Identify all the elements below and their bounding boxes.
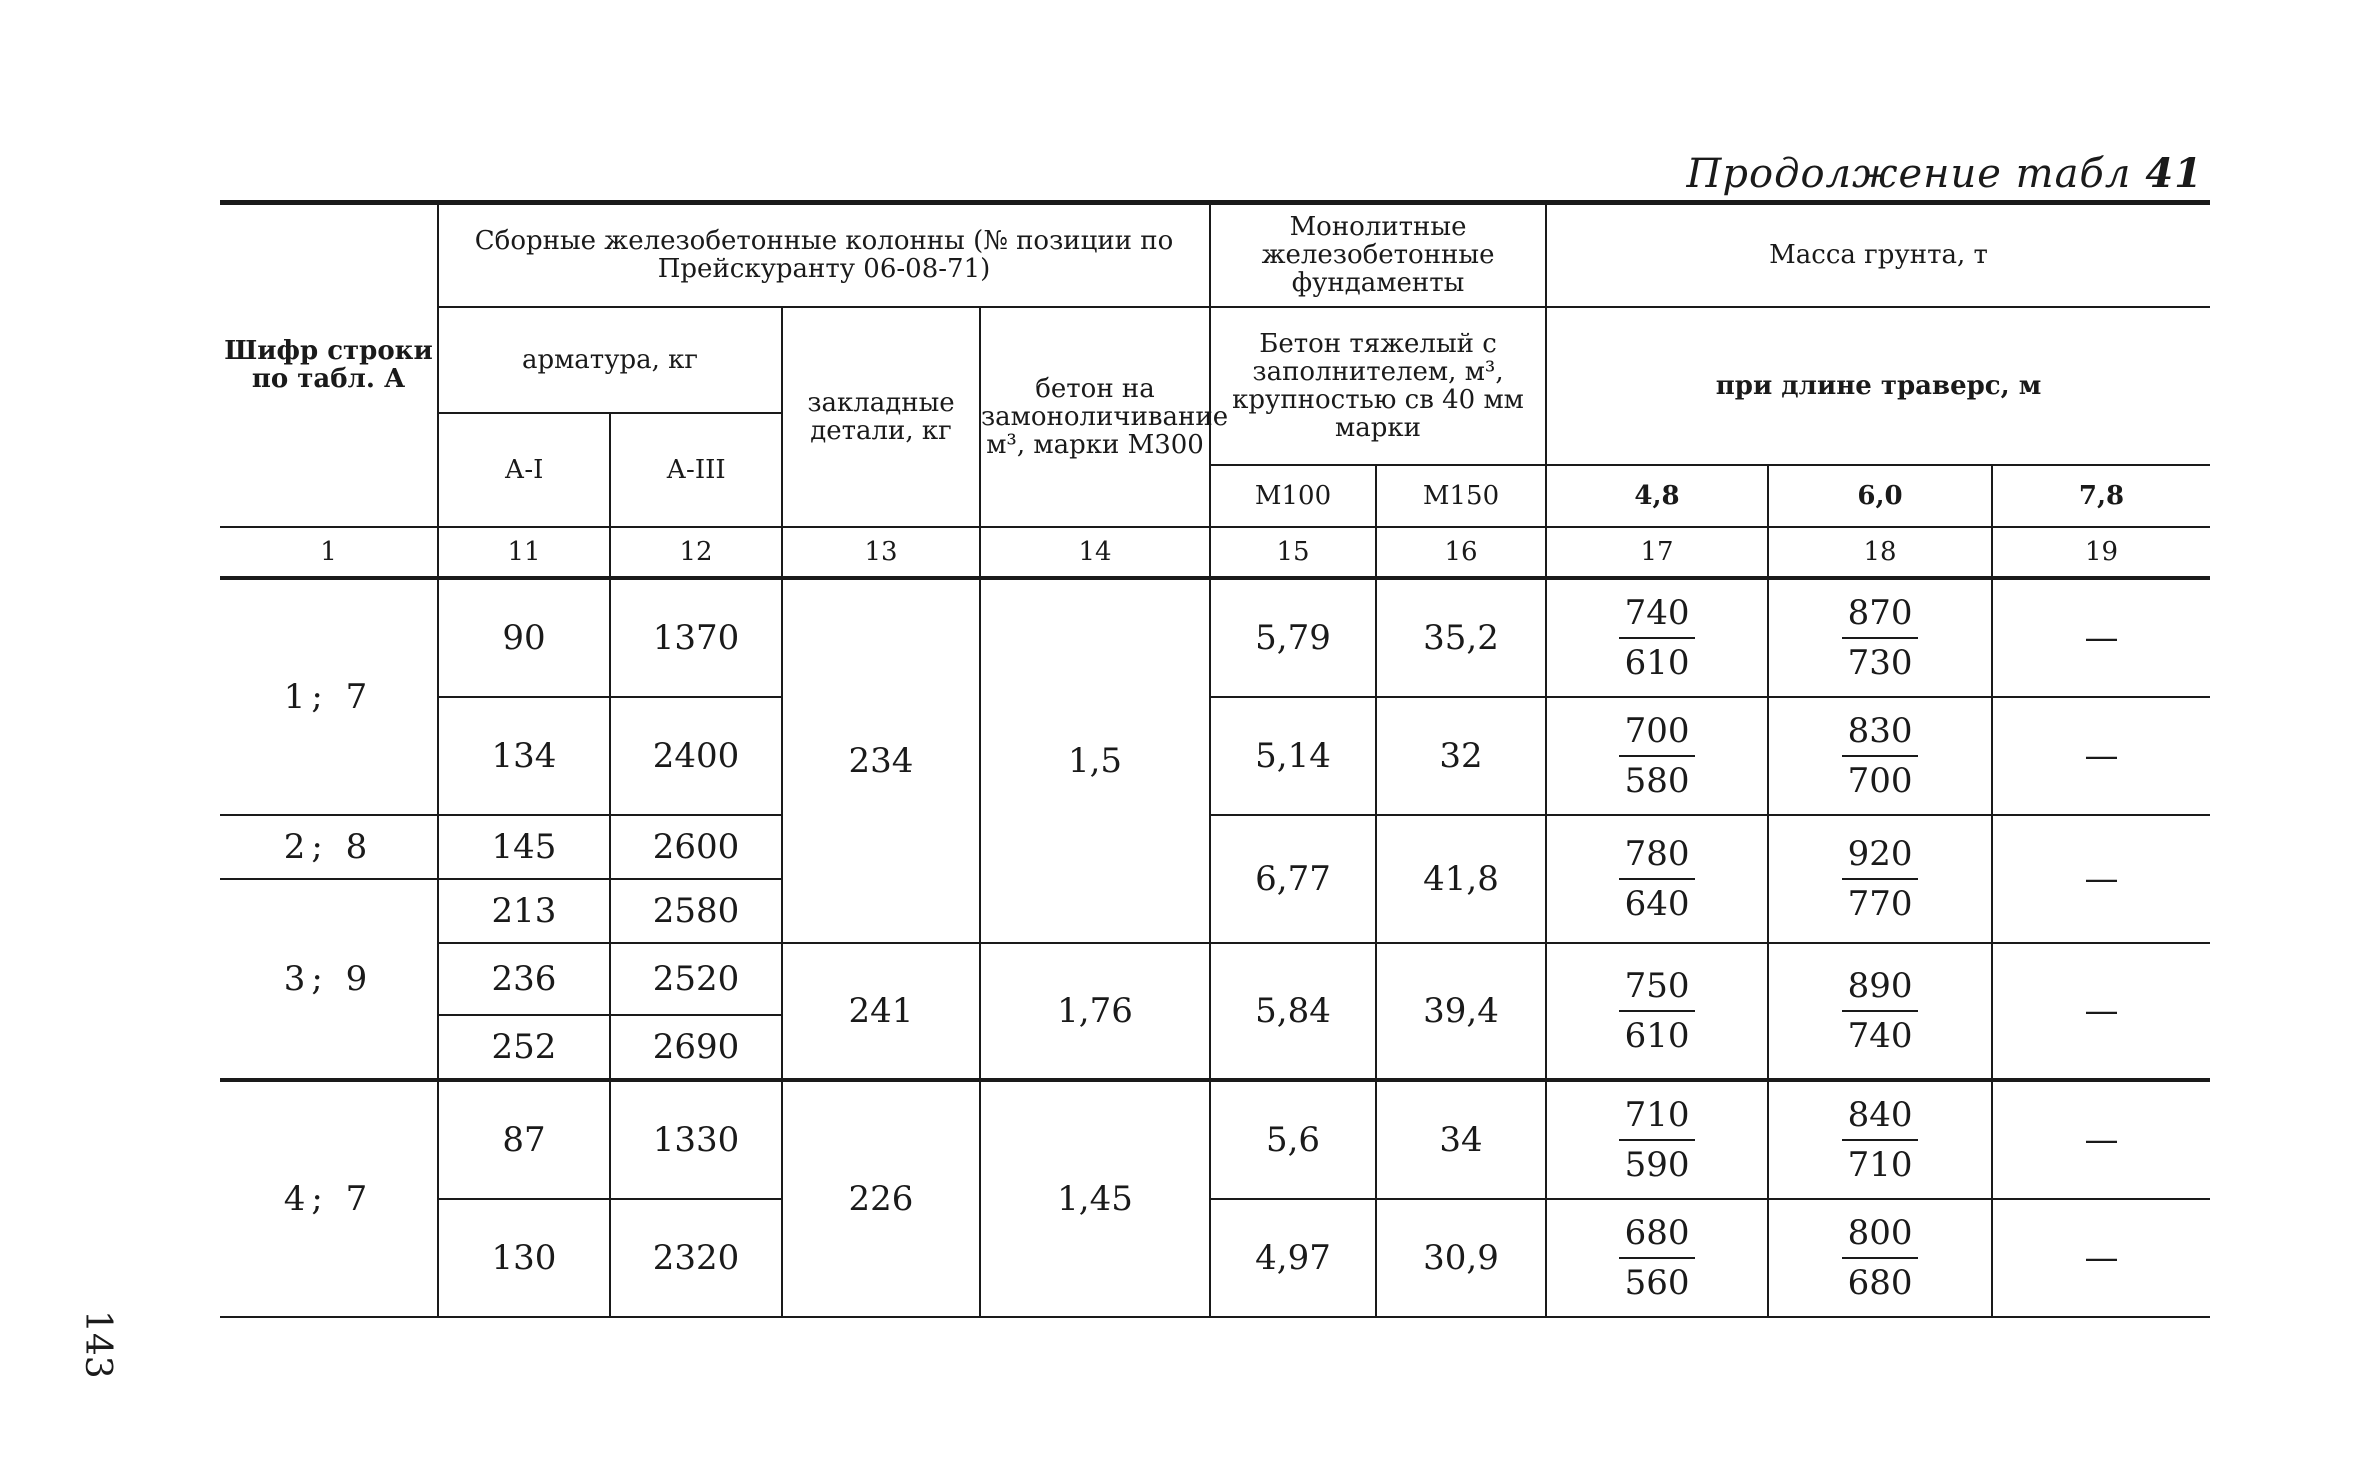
header-concrete-mono: бетон на замоноличивание м³, марки М300: [980, 307, 1210, 527]
fraction-denominator: 730: [1847, 642, 1913, 683]
a3-value: 1370: [610, 578, 782, 697]
soil-7-8: —: [1992, 815, 2210, 943]
fraction-denominator: 680: [1847, 1262, 1913, 1303]
header-foundations-group: Монолитные железобетонные фундаменты: [1210, 203, 1546, 307]
row-code: 3; 9: [220, 879, 438, 1080]
soil-4-8: [1546, 578, 1768, 697]
page-number: 143: [77, 1310, 118, 1379]
a3-value: 2520: [610, 943, 782, 1015]
a1-value: 134: [438, 697, 610, 815]
soil-4-8: [1546, 1080, 1768, 1199]
m100-value: 4,97: [1210, 1199, 1376, 1317]
col-number: 1: [220, 527, 438, 578]
row-code: 1; 7: [220, 578, 438, 815]
soil-7-8: —: [1992, 1199, 2210, 1317]
fraction-denominator: 560: [1624, 1262, 1690, 1303]
header-embedded: закладные детали, кг: [782, 307, 980, 527]
m100-value: 5,84: [1210, 943, 1376, 1080]
m150-value: 41,8: [1376, 815, 1546, 943]
caption-number: 41: [2145, 150, 2203, 197]
fraction-numerator: 920: [1842, 830, 1919, 880]
fraction-numerator: 800: [1842, 1209, 1919, 1259]
table-row: [220, 815, 2210, 879]
table-row: [220, 578, 2210, 697]
table-row: [220, 943, 2210, 1015]
fraction-numerator: 710: [1619, 1091, 1696, 1141]
row-code: 2; 8: [220, 815, 438, 879]
a3-value: 2580: [610, 879, 782, 943]
soil-7-8: —: [1992, 943, 2210, 1080]
fraction-numerator: 830: [1842, 707, 1919, 757]
header-code-column: Шифр строки по табл. А: [220, 203, 438, 527]
data-table: [220, 200, 2210, 1318]
m150-value: 39,4: [1376, 943, 1546, 1080]
table-row: [220, 1199, 2210, 1317]
fraction-numerator: 890: [1842, 962, 1919, 1012]
a3-value: 2320: [610, 1199, 782, 1317]
header-heavy-concrete: Бетон тяжелый с заполнителем, м³, крупностью св 40 мм марки: [1210, 307, 1546, 465]
header-columns-group: Сборные железобетонные колонны (№ позиции по Прейскуранту 06-08-71): [438, 203, 1210, 307]
col-number: 11: [438, 527, 610, 578]
fraction-numerator: 750: [1619, 962, 1696, 1012]
col-number: 18: [1768, 527, 1992, 578]
fraction-denominator: 610: [1624, 642, 1690, 683]
soil-7-8: —: [1992, 578, 2210, 697]
m150-value: 34: [1376, 1080, 1546, 1199]
fraction-denominator: 770: [1847, 883, 1913, 924]
fraction-denominator: 710: [1847, 1144, 1913, 1185]
a1-value: 213: [438, 879, 610, 943]
concrete-value: 1,5: [980, 578, 1210, 943]
a1-value: 236: [438, 943, 610, 1015]
fraction-numerator: 680: [1619, 1209, 1696, 1259]
soil-6-0: [1768, 578, 1992, 697]
a1-value: 90: [438, 578, 610, 697]
a1-value: 130: [438, 1199, 610, 1317]
header-traverse-6-0: 6,0: [1768, 465, 1992, 527]
header-armature: арматура, кг: [438, 307, 782, 413]
soil-6-0: [1768, 1199, 1992, 1317]
embedded-value: 241: [782, 943, 980, 1080]
table-row: [220, 1080, 2210, 1199]
caption-text: Продолжение табл: [1686, 151, 2132, 197]
header-traverse-7-8: 7,8: [1992, 465, 2210, 527]
soil-7-8: —: [1992, 1080, 2210, 1199]
concrete-value: 1,45: [980, 1080, 1210, 1317]
fraction-denominator: 700: [1847, 760, 1913, 801]
fraction-denominator: 640: [1624, 883, 1690, 924]
fraction-numerator: 740: [1619, 589, 1696, 639]
table-row: [220, 697, 2210, 815]
m150-value: 32: [1376, 697, 1546, 815]
embedded-value: 226: [782, 1080, 980, 1317]
soil-7-8: —: [1992, 697, 2210, 815]
a3-value: 2690: [610, 1015, 782, 1080]
header-m100: М100: [1210, 465, 1376, 527]
col-number: 17: [1546, 527, 1768, 578]
a1-value: 87: [438, 1080, 610, 1199]
a1-value: 252: [438, 1015, 610, 1080]
col-number: 12: [610, 527, 782, 578]
header-soil-group: Масса грунта, т: [1546, 203, 2210, 307]
header-traverse: при длине траверс, м: [1546, 307, 2210, 465]
fraction-numerator: 700: [1619, 707, 1696, 757]
m100-value: 5,14: [1210, 697, 1376, 815]
soil-6-0: [1768, 697, 1992, 815]
fraction-denominator: 590: [1624, 1144, 1690, 1185]
table-caption: [1687, 150, 2203, 197]
m150-value: 35,2: [1376, 578, 1546, 697]
row-code: 4; 7: [220, 1080, 438, 1317]
a3-value: 2400: [610, 697, 782, 815]
a3-value: 2600: [610, 815, 782, 879]
col-number: 19: [1992, 527, 2210, 578]
embedded-value: 234: [782, 578, 980, 943]
m100-value: 5,79: [1210, 578, 1376, 697]
soil-4-8: [1546, 1199, 1768, 1317]
a3-value: 1330: [610, 1080, 782, 1199]
m100-value: 5,6: [1210, 1080, 1376, 1199]
fraction-numerator: 780: [1619, 830, 1696, 880]
fraction-denominator: 610: [1624, 1015, 1690, 1056]
col-number: 16: [1376, 527, 1546, 578]
fraction-numerator: 840: [1842, 1091, 1919, 1141]
a1-value: 145: [438, 815, 610, 879]
header-traverse-4-8: 4,8: [1546, 465, 1768, 527]
header-a1: А-I: [438, 413, 610, 527]
col-number: 15: [1210, 527, 1376, 578]
soil-6-0: [1768, 815, 1992, 943]
header-a3: А-III: [610, 413, 782, 527]
header-m150: М150: [1376, 465, 1546, 527]
column-number-row: [220, 527, 2210, 578]
m150-value: 30,9: [1376, 1199, 1546, 1317]
soil-4-8: [1546, 943, 1768, 1080]
fraction-denominator: 580: [1624, 760, 1690, 801]
col-number: 13: [782, 527, 980, 578]
soil-4-8: [1546, 697, 1768, 815]
soil-6-0: [1768, 1080, 1992, 1199]
soil-4-8: [1546, 815, 1768, 943]
fraction-numerator: 870: [1842, 589, 1919, 639]
concrete-value: 1,76: [980, 943, 1210, 1080]
fraction-denominator: 740: [1847, 1015, 1913, 1056]
soil-6-0: [1768, 943, 1992, 1080]
m100-value: 6,77: [1210, 815, 1376, 943]
col-number: 14: [980, 527, 1210, 578]
